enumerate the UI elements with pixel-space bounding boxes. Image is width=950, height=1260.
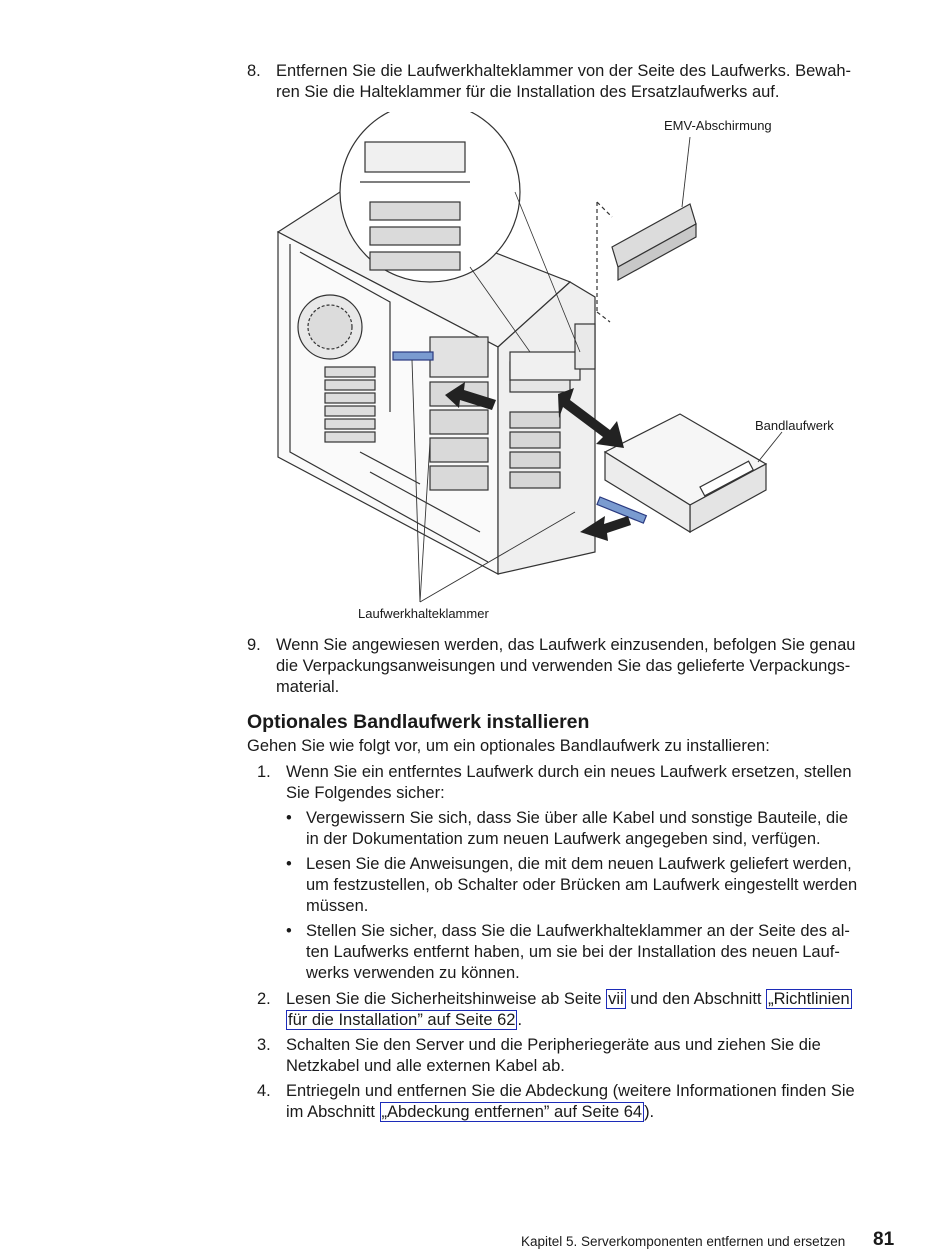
label-tape-drive: Bandlaufwerk bbox=[755, 418, 834, 433]
list-item-4 bbox=[257, 1081, 897, 1125]
step-text-line: Entfernen Sie die Laufwerkhalteklammer von der Seite des Laufwerks. Bewah- bbox=[276, 62, 852, 80]
bullet-text-line: Stellen Sie sicher, dass Sie die Laufwerkhalteklammer an der Seite des al- bbox=[306, 922, 850, 940]
step-text: ). bbox=[644, 1103, 655, 1121]
step-number: 4. bbox=[257, 1082, 271, 1100]
optical-drive bbox=[510, 352, 580, 380]
bullet-item bbox=[286, 921, 896, 985]
step-number: 1. bbox=[257, 763, 271, 781]
bullet-icon: • bbox=[286, 855, 292, 873]
section-heading: Optionales Bandlaufwerk installieren bbox=[247, 711, 590, 733]
step-text-line: Netzkabel und alle externen Kabel ab. bbox=[286, 1057, 565, 1075]
step-text-line: Sie Folgendes sicher: bbox=[286, 784, 445, 802]
label-retention-clip: Laufwerkhalteklammer bbox=[358, 606, 489, 621]
bullet-text-line: Vergewissern Sie sich, dass Sie über alle Kabel und sonstige Bauteile, die bbox=[306, 809, 849, 827]
step-number: 2. bbox=[257, 990, 271, 1008]
bullet-text-line: Lesen Sie die Anweisungen, die mit dem neuen Laufwerk geliefert werden, bbox=[306, 855, 852, 873]
step-text-line: die Verpackungsanweisungen und verwenden Sie das gelieferte Verpackungs- bbox=[276, 657, 851, 675]
bullet-text-line: in der Dokumentation zum neuen Laufwerk angegeben sind, verfügen. bbox=[306, 830, 821, 848]
step-text-line: ren Sie die Halteklammer für die Installation des Ersatzlaufwerks auf. bbox=[276, 83, 780, 101]
bullet-text-line: werks verwenden zu können. bbox=[306, 964, 520, 982]
retention-clip bbox=[393, 352, 433, 360]
bullet-text-line: um festzustellen, ob Schalter oder Brücken am Laufwerk eingestellt werden bbox=[306, 876, 858, 894]
link-guidelines[interactable]: „Richtlinien bbox=[768, 990, 850, 1008]
step-text-line: Entriegeln und entfernen Sie die Abdeckung (weitere Informationen finden Sie bbox=[286, 1082, 855, 1100]
step-text: . bbox=[517, 1011, 523, 1029]
list-item-3 bbox=[257, 1035, 897, 1079]
step-text: im Abschnitt bbox=[286, 1103, 380, 1121]
page-number: 81 bbox=[873, 1229, 895, 1250]
bullet-text-line: ten Laufwerks entfernt haben, um sie bei der Installation des neuen Lauf- bbox=[306, 943, 840, 961]
bullet-item bbox=[286, 808, 896, 852]
link-safety-page[interactable]: vii bbox=[608, 990, 624, 1008]
bullet-item bbox=[286, 854, 896, 918]
link-remove-cover[interactable]: „Abdeckung entfernen” auf Seite 64 bbox=[381, 1103, 643, 1121]
step-number: 9. bbox=[247, 636, 261, 654]
step-9 bbox=[247, 635, 897, 699]
step-text: und den Abschnitt bbox=[625, 990, 767, 1008]
emv-shield bbox=[597, 202, 696, 322]
bullet-text-line: müssen. bbox=[306, 897, 369, 915]
step-number: 3. bbox=[257, 1036, 271, 1054]
list-item-1 bbox=[257, 762, 897, 806]
step-text-line: Schalten Sie den Server und die Peripheriegeräte aus und ziehen Sie die bbox=[286, 1036, 821, 1054]
step-text-line: material. bbox=[276, 678, 340, 696]
step-8 bbox=[247, 61, 897, 105]
section-intro: Gehen Sie wie folgt vor, um ein optionales Bandlaufwerk zu installieren: bbox=[247, 737, 770, 755]
bullet-icon: • bbox=[286, 809, 292, 827]
step-text: Lesen Sie die Sicherheitshinweise ab Seite bbox=[286, 990, 607, 1008]
step-number: 8. bbox=[247, 62, 261, 80]
step-text-line: Wenn Sie ein entferntes Laufwerk durch ein neues Laufwerk ersetzen, stellen bbox=[286, 763, 852, 781]
footer-chapter: Kapitel 5. Serverkomponenten entfernen und ersetzen bbox=[521, 1234, 846, 1249]
step-text-line: Wenn Sie angewiesen werden, das Laufwerk einzusenden, befolgen Sie genau bbox=[276, 636, 856, 654]
bullet-icon: • bbox=[286, 922, 292, 940]
server-illustration bbox=[270, 112, 890, 627]
label-emv-shield: EMV-Abschirmung bbox=[664, 118, 772, 133]
link-guidelines[interactable]: für die Installation” auf Seite 62 bbox=[288, 1011, 516, 1029]
list-item-2 bbox=[257, 989, 897, 1033]
